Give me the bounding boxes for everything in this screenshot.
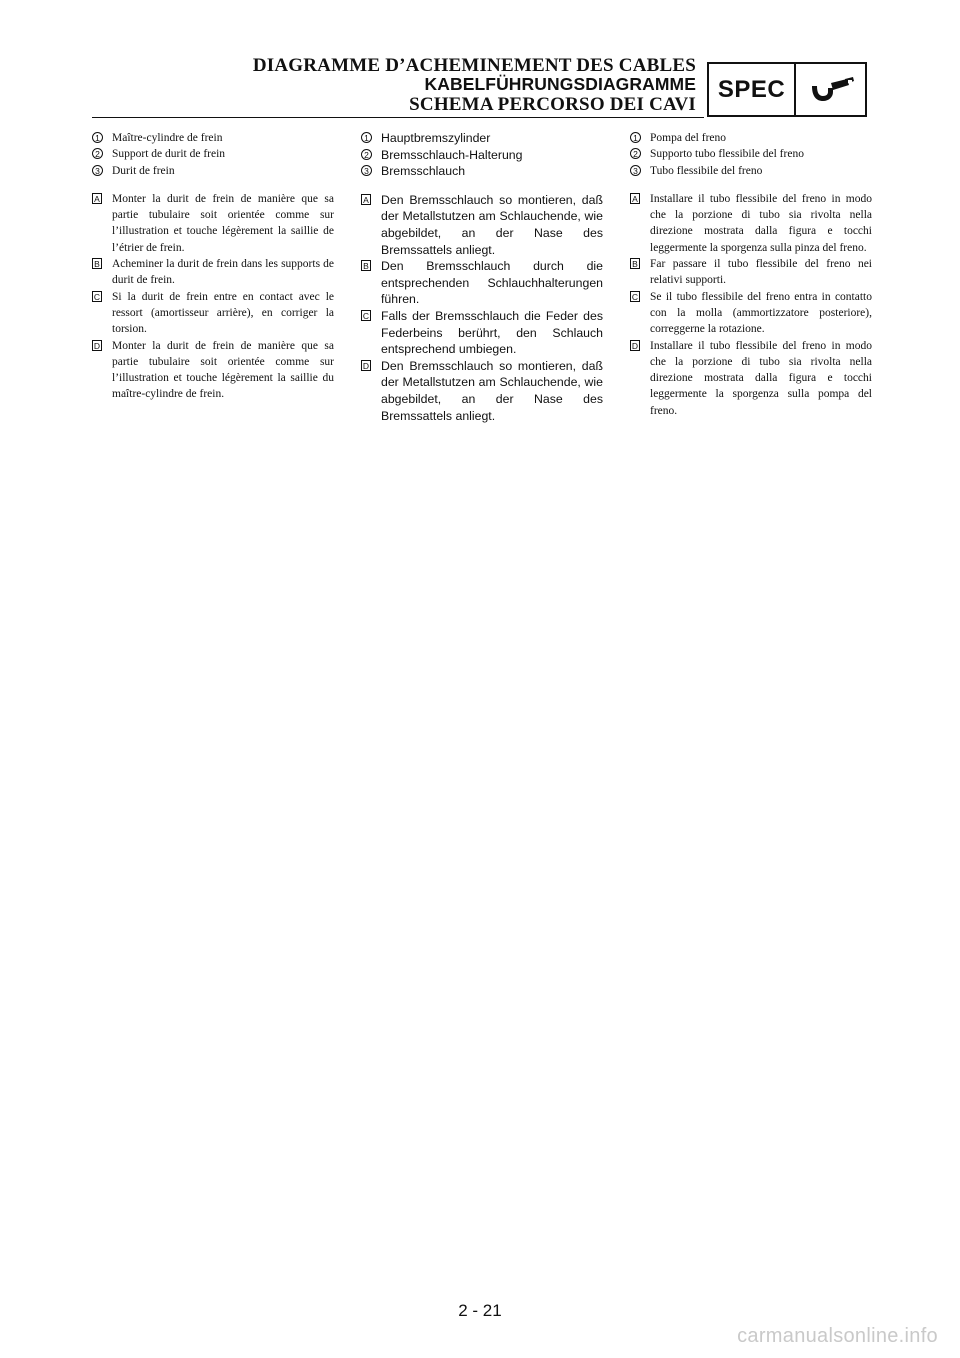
note-text: Den Bremsschlauch so montieren, daß der Metallstutzen am Schlauchende, wie abgebildet, an der Nase des Bremssattels anliegt. [381, 358, 603, 423]
note-text: Si la durit de frein entre en contact avec le ressort (amortisseur arrière), en corriger la torsion. [112, 290, 334, 336]
list-item [92, 146, 334, 162]
note-marker: B [630, 258, 640, 269]
note-item [361, 358, 603, 424]
item-marker: 1 [361, 132, 372, 143]
note-text: Far passare il tubo flessibile del freno nei relativi supporti. [650, 258, 872, 287]
page-header [0, 52, 960, 122]
list-item [630, 146, 872, 162]
title-italian: SCHEMA PERCORSO DEI CAVI [409, 93, 696, 115]
note-marker: D [631, 340, 639, 351]
note-item [92, 289, 334, 338]
note-item [361, 192, 603, 258]
note-text: Falls der Bremsschlauch die Feder des Federbeins berührt, den Schlauch entsprechend umbiegen. [381, 308, 603, 357]
item-marker: 2 [92, 148, 103, 159]
note-marker: B [361, 260, 371, 271]
list-item [630, 130, 872, 146]
note-marker: C [362, 310, 370, 321]
item-marker: 3 [92, 165, 103, 176]
item-text: Pompa del freno [650, 132, 727, 144]
note-item [92, 256, 334, 289]
item-text: Bremsschlauch-Halterung [381, 147, 523, 162]
note-marker: B [92, 258, 102, 269]
item-marker: 3 [361, 165, 372, 176]
item-marker: 2 [630, 148, 641, 159]
note-marker: C [631, 291, 639, 302]
note-marker: A [630, 193, 640, 204]
note-text: Acheminer la durit de frein dans les supports de durit de frein. [112, 258, 334, 287]
note-marker: A [361, 194, 371, 205]
page-number: 2 - 21 [458, 1301, 502, 1320]
note-item [361, 308, 603, 358]
note-marker: D [362, 360, 370, 371]
note-item [630, 191, 872, 256]
item-text: Bremsschlauch [381, 164, 466, 179]
column-german [361, 130, 603, 424]
note-marker: D [93, 340, 101, 351]
column-italian [630, 130, 872, 419]
watermark-link[interactable]: carmanualsonline.info [737, 1325, 938, 1347]
item-text: Support de durit de frein [112, 148, 226, 161]
note-text: Installare il tubo flessibile del freno in modo che la porzione di tubo sia rivolta nella direzione mostrata dalla figura e tocchi leggermente la sporgenza sulla pompa del freno. [650, 339, 872, 417]
wrench-icon-graphic [806, 74, 856, 106]
note-item [92, 338, 334, 403]
list-item [361, 130, 603, 147]
note-marker: C [93, 291, 101, 302]
section-titles [253, 56, 696, 114]
item-text: Supporto tubo flessibile del freno [650, 148, 804, 161]
note-item [630, 256, 872, 289]
header-rule [92, 117, 704, 118]
column-french [92, 130, 334, 403]
note-item [361, 258, 603, 308]
title-french: DIAGRAMME D’ACHEMINEMENT DES CABLES [252, 55, 696, 76]
item-text: Maître-cylindre de frein [112, 132, 223, 144]
spec-label: SPEC [709, 64, 796, 115]
note-item [630, 289, 872, 338]
item-text: Durit de frein [112, 164, 175, 177]
item-marker: 1 [92, 132, 103, 143]
list-item [92, 163, 334, 179]
note-text: Den Bremsschlauch so montieren, daß der Metallstutzen am Schlauchende, wie abgebildet, an der Nase des Bremssattels anliegt. [381, 192, 603, 257]
note-marker: A [92, 193, 102, 204]
note-text: Monter la durit de frein de manière que sa partie tubulaire soit orientée comme sur l’illustration et touche légèrement la saillie de l’étrier de frein. [112, 192, 334, 254]
note-text: Se il tubo flessibile del freno entra in contatto con la molla (ammortizzatore posteriore), correggerne la rotazione. [650, 290, 872, 336]
wrench-icon [796, 64, 865, 115]
list-item [361, 147, 603, 164]
spec-badge [707, 62, 867, 117]
item-text: Tubo flessibile del freno [650, 164, 763, 177]
title-german: KABELFÜHRUNGSDIAGRAMME [424, 74, 696, 94]
list-item [361, 163, 603, 180]
item-marker: 2 [361, 149, 372, 160]
note-item [92, 191, 334, 256]
note-text: Installare il tubo flessibile del freno in modo che la porzione di tubo sia rivolta nella direzione mostrata dalla figura e tocchi leggermente la sporgenza sulla pinza del freno. [650, 192, 872, 254]
note-text: Den Bremsschlauch durch die entsprechenden Schlauchhalterungen führen. [381, 259, 603, 307]
note-item [630, 338, 872, 419]
note-text: Monter la durit de frein de manière que sa partie tubulaire soit orientée comme sur l’illustration et touche légèrement la saillie du maître-cylindre de frein. [112, 339, 334, 401]
item-marker: 1 [630, 132, 641, 143]
list-item [630, 163, 872, 179]
list-item [92, 130, 334, 146]
item-marker: 3 [630, 165, 641, 176]
item-text: Hauptbremszylinder [381, 131, 491, 145]
